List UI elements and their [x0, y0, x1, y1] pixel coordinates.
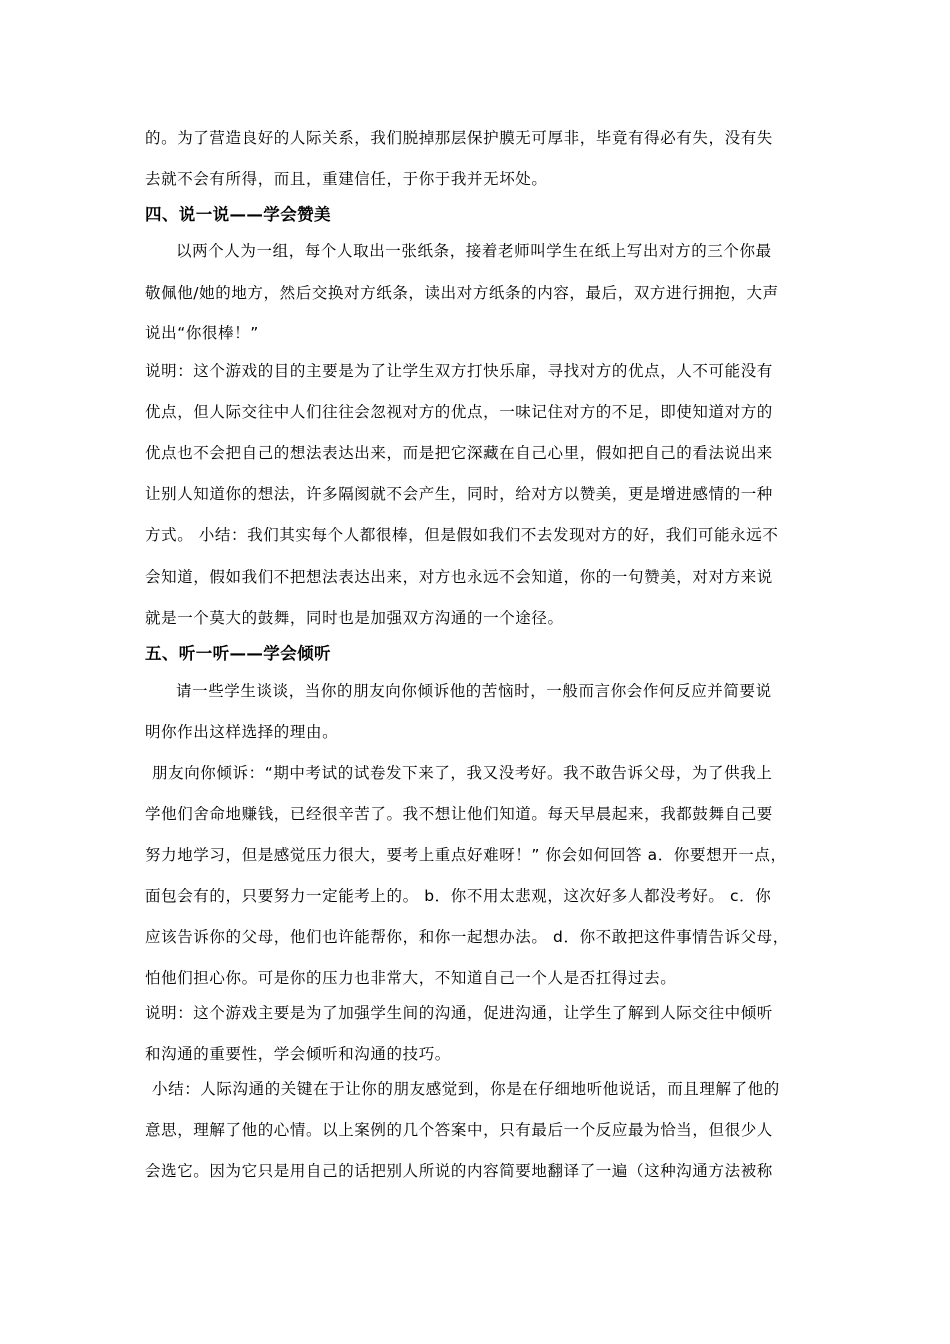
paragraph-line: 方式。 小结：我们其实每个人都很棒，但是假如我们不去发现对方的好，我们可能永远不	[145, 526, 779, 544]
paragraph-line: 会知道，假如我们不把想法表达出来，对方也永远不会知道，你的一句赞美，对对方来说	[145, 568, 773, 586]
section-heading-praise: 四、说一说——学会赞美	[145, 205, 331, 224]
paragraph-line: 说明：这个游戏主要是为了加强学生间的沟通，促进沟通，让学生了解到人际交往中倾听	[145, 1004, 773, 1022]
paragraph-line: 怕他们担心你。可是你的压力也非常大，不知道自己一个人是否扛得过去。	[145, 969, 677, 987]
paragraph-line: 会选它。因为它只是用自己的话把别人所说的内容简要地翻译了一遍（这种沟通方法被称	[145, 1162, 773, 1180]
paragraph-line: 面包会有的，只要努力一定能考上的。 b．你不用太悲观，这次好多人都没考好。 c．你	[145, 887, 772, 905]
paragraph-line: 的。为了营造良好的人际关系，我们脱掉那层保护膜无可厚非，毕竟有得必有失，没有失	[145, 129, 773, 147]
paragraph-line: 优点，但人际交往中人们往往会忽视对方的优点，一味记住对方的不足，即使知道对方的	[145, 403, 773, 421]
paragraph-line: 请一些学生谈谈，当你的朋友向你倾诉他的苦恼时，一般而言你会作何反应并简要说	[176, 682, 772, 700]
paragraph-line: 学他们舍命地赚钱，已经很辛苦了。我不想让他们知道。每天早晨起来，我都鼓舞自己要	[145, 805, 773, 823]
paragraph-line: 意思，理解了他的心情。以上案例的几个答案中，只有最后一个反应最为恰当，但很少人	[145, 1121, 773, 1139]
paragraph-line: 敬佩他/她的地方，然后交换对方纸条，读出对方纸条的内容，最后，双方进行拥抱，大声	[145, 284, 779, 302]
paragraph-line: 朋友向你倾诉：“期中考试的试卷发下来了，我又没考好。我不敢告诉父母，为了供我上	[152, 764, 773, 782]
paragraph-line: 明你作出这样选择的理由。	[145, 723, 339, 741]
paragraph-line: 去就不会有所得，而且，重建信任，于你于我并无坏处。	[145, 170, 548, 188]
paragraph-line: 说出“你很棒！”	[145, 324, 259, 342]
paragraph-line: 和沟通的重要性，学会倾听和沟通的技巧。	[145, 1045, 451, 1063]
paragraph-line: 小结：人际沟通的关键在于让你的朋友感觉到，你是在仔细地听他说话，而且理解了他的	[152, 1080, 780, 1098]
paragraph-line: 让别人知道你的想法，许多隔阂就不会产生，同时，给对方以赞美，更是增进感情的一种	[145, 485, 773, 503]
section-heading-listen: 五、听一听——学会倾听	[145, 644, 331, 663]
paragraph-line: 努力地学习，但是感觉压力很大，要考上重点好难呀！” 你会如何回答 a．你要想开一点，	[145, 846, 787, 864]
paragraph-line: 应该告诉你的父母，他们也许能帮你，和你一起想办法。 d．你不敢把这件事情告诉父母，	[145, 928, 789, 946]
paragraph-line: 就是一个莫大的鼓舞，同时也是加强双方沟通的一个途径。	[145, 609, 564, 627]
paragraph-line: 以两个人为一组，每个人取出一张纸条，接着老师叫学生在纸上写出对方的三个你最	[176, 242, 772, 260]
paragraph-line: 优点也不会把自己的想法表达出来，而是把它深藏在自己心里，假如把自己的看法说出来	[145, 444, 773, 462]
paragraph-line: 说明：这个游戏的目的主要是为了让学生双方打快乐扉，寻找对方的优点，人不可能没有	[145, 362, 773, 380]
